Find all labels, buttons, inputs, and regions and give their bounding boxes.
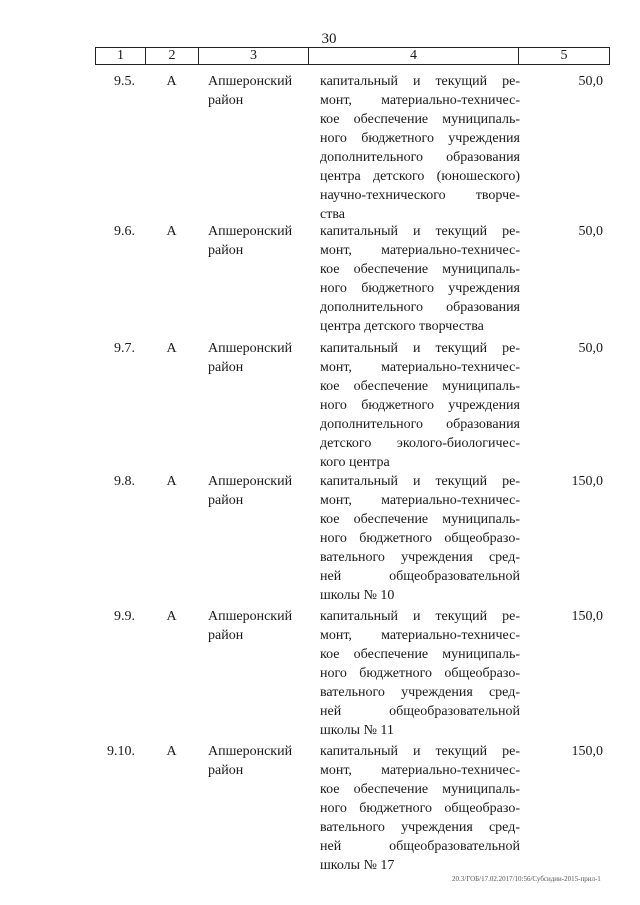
footer-stamp: 20.3/ГОБ/17.02.2017/10:56/Субсидии-2015-прил-1 (452, 875, 601, 883)
district-line: район (208, 628, 244, 643)
district-line: район (208, 763, 244, 778)
row-district (208, 472, 308, 510)
description-line: центра детского (юношеского) (320, 169, 520, 184)
row-district (208, 222, 308, 260)
district-line: Апшеронский (208, 74, 293, 89)
district-line: Апшеронский (208, 224, 293, 239)
row-description (320, 72, 520, 224)
row-number: 9.7. (114, 341, 135, 356)
description-line: кое обеспечение муниципаль- (320, 112, 520, 127)
description-line: кое обеспечение муниципаль- (320, 782, 520, 797)
description-line: монт, материально-техничес- (320, 493, 520, 508)
row-district (208, 72, 308, 110)
row-category: А (166, 224, 177, 239)
row-description (320, 472, 520, 605)
table-header (95, 47, 610, 65)
row-district (208, 742, 308, 780)
district-line: район (208, 93, 244, 108)
description-line: ного бюджетного учреждения (320, 281, 520, 296)
description-line: школы № 11 (320, 723, 394, 738)
district-line: Апшеронский (208, 744, 293, 759)
description-line: детского эколого-биологичес- (320, 436, 520, 451)
row-amount: 50,0 (578, 74, 603, 89)
row-category: А (166, 609, 177, 624)
description-line: капитальный и текущий ре- (320, 744, 520, 759)
row-number: 9.10. (107, 744, 135, 759)
description-line: кое обеспечение муниципаль- (320, 262, 520, 277)
description-line: центра детского творчества (320, 319, 484, 334)
row-number: 9.5. (114, 74, 135, 89)
description-line: ного бюджетного учреждения (320, 131, 520, 146)
row-amount: 50,0 (578, 341, 603, 356)
description-line: капитальный и текущий ре- (320, 609, 520, 624)
header-col-4: 4 (309, 48, 519, 64)
description-line: ного бюджетного учреждения (320, 398, 520, 413)
description-line: кого центра (320, 455, 390, 470)
district-line: район (208, 493, 244, 508)
description-line: монт, материально-техничес- (320, 628, 520, 643)
description-line: монт, материально-техничес- (320, 763, 520, 778)
description-line: ней общеобразовательной (320, 569, 520, 584)
description-line: ного бюджетного общеобразо- (320, 801, 520, 816)
description-line: дополнительного образования (320, 300, 520, 315)
description-line: дополнительного образования (320, 150, 520, 165)
description-line: вательного учреждения сред- (320, 685, 520, 700)
description-line: капитальный и текущий ре- (320, 224, 520, 239)
description-line: ного бюджетного общеобразо- (320, 666, 520, 681)
description-line: монт, материально-техничес- (320, 360, 520, 375)
description-line: кое обеспечение муниципаль- (320, 647, 520, 662)
district-line: район (208, 243, 244, 258)
description-line: школы № 17 (320, 858, 395, 873)
row-description (320, 742, 520, 875)
row-category: А (166, 744, 177, 759)
description-line: вательного учреждения сред- (320, 820, 520, 835)
description-line: ней общеобразовательной (320, 839, 520, 854)
row-number: 9.8. (114, 474, 135, 489)
description-line: монт, материально-техничес- (320, 243, 520, 258)
description-line: ного бюджетного общеобразо- (320, 531, 520, 546)
row-district (208, 607, 308, 645)
district-line: Апшеронский (208, 341, 293, 356)
row-description (320, 222, 520, 336)
row-category: А (166, 474, 177, 489)
description-line: школы № 10 (320, 588, 395, 603)
row-amount: 150,0 (571, 744, 603, 759)
header-col-5: 5 (560, 48, 568, 63)
header-col-1: 1 (96, 48, 146, 64)
row-description (320, 339, 520, 472)
description-line: монт, материально-техничес- (320, 93, 520, 108)
row-amount: 150,0 (571, 609, 603, 624)
description-line: ства (320, 207, 345, 222)
header-col-3: 3 (199, 48, 309, 64)
row-number: 9.9. (114, 609, 135, 624)
district-line: район (208, 360, 244, 375)
row-description (320, 607, 520, 740)
description-line: кое обеспечение муниципаль- (320, 379, 520, 394)
header-col-2: 2 (146, 48, 199, 64)
description-line: капитальный и текущий ре- (320, 474, 520, 489)
row-category: А (166, 74, 177, 89)
description-line: кое обеспечение муниципаль- (320, 512, 520, 527)
row-number: 9.6. (114, 224, 135, 239)
district-line: Апшеронский (208, 474, 293, 489)
description-line: научно-технического творче- (320, 188, 520, 203)
row-amount: 150,0 (571, 474, 603, 489)
description-line: вательного учреждения сред- (320, 550, 520, 565)
description-line: дополнительного образования (320, 417, 520, 432)
description-line: капитальный и текущий ре- (320, 74, 520, 89)
row-category: А (166, 341, 177, 356)
district-line: Апшеронский (208, 609, 293, 624)
description-line: ней общеобразовательной (320, 704, 520, 719)
row-district (208, 339, 308, 377)
row-amount: 50,0 (578, 224, 603, 239)
description-line: капитальный и текущий ре- (320, 341, 520, 356)
page-number: 30 (321, 31, 337, 47)
